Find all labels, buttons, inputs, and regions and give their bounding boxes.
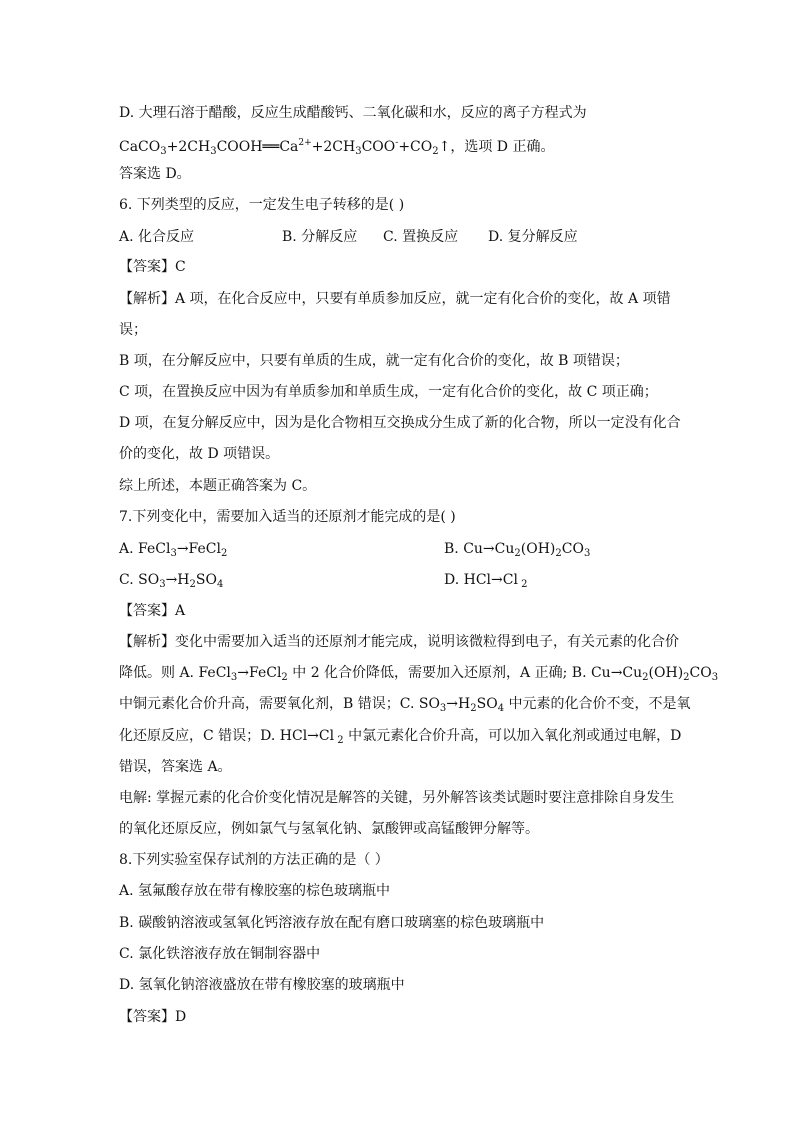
formula-part: (OH)	[520, 541, 556, 557]
formula-sub: 4	[216, 579, 224, 590]
q6-summary: 综上所述，本题正确答案为 C。	[119, 478, 317, 494]
formula-part: SO	[195, 572, 217, 588]
formula-sub: 2	[281, 672, 288, 683]
q6-analysis-line: 价的变化，故 D 项错误。	[119, 446, 280, 462]
formula-part: CO	[561, 541, 584, 557]
formula-sub: 2	[470, 703, 477, 714]
formula-sub: 2	[642, 672, 649, 683]
q8-option-a: A. 氢氟酸存放在带有橡胶塞的棕色玻璃瓶中	[119, 883, 391, 899]
formula-part: →H	[165, 572, 190, 588]
q8-option-d: D. 氢氧化钠溶液盛放在带有橡胶塞的玻璃瓶中	[119, 977, 405, 993]
q7-stem: 7.下列变化中，需要加入适当的还原剂才能完成的是( )	[119, 509, 456, 525]
eq-sub: 3	[160, 146, 167, 157]
q6-option-b: B. 分解反应	[282, 229, 358, 245]
eq-sub: 3	[355, 146, 362, 157]
eq-sign: ══	[262, 139, 280, 155]
q6-analysis-line: D 项，在复分解反应中，因为是化合物相互交换成分生成了新的化合物，所以一定没有化合	[119, 415, 681, 431]
formula-sub: 3	[170, 548, 177, 559]
q7-analysis-line	[119, 663, 718, 688]
text-part: (OH)	[648, 665, 684, 681]
q7-option-a	[119, 539, 227, 564]
text-part: 中铜元素化合价升高，需要氧化剂，B 错误；C. SO	[119, 696, 440, 712]
formula-sub: 3	[230, 672, 238, 683]
formula-sub: 2	[334, 735, 344, 746]
eq-part: Ca	[279, 139, 299, 155]
q7-option-c	[119, 570, 223, 595]
formula-part: D. HCl→Cl	[444, 572, 518, 588]
text-part: 化还原反应，C 错误；D. HCl→Cl	[119, 728, 335, 744]
q6-analysis-line: 【解析】A 项，在化合反应中，只要有单质参加反应，就一定有化合价的变化，故 A 项错	[119, 291, 671, 307]
q6-option-d: D. 复分解反应	[488, 229, 578, 245]
text-part: CO	[689, 665, 712, 681]
q6-option-a: A. 化合反应	[119, 229, 195, 245]
eq-part: COOH	[216, 139, 263, 155]
q8-option-b: B. 碳酸钠溶液或氢氧化钙溶液存放在配有磨口玻璃塞的棕色玻璃瓶中	[119, 915, 545, 931]
text-part: 降低。则 A. FeCl	[119, 665, 231, 681]
formula-part: B. Cu→Cu	[444, 541, 515, 557]
q7-analysis-line	[119, 726, 681, 751]
eq-part: COO	[361, 139, 396, 155]
q5-option-d: D. 大理石溶于醋酸，反应生成醋酸钙、二氧化碳和水，反应的离子方程式为	[119, 105, 587, 121]
q8-answer: 【答案】D	[119, 1009, 187, 1025]
formula-sub: 2	[555, 548, 562, 559]
text-part: SO	[476, 696, 498, 712]
formula-sub: 3	[159, 579, 166, 590]
formula-sub: 3	[583, 548, 591, 559]
text-part: 中 2 化合价降低，需要加入还原剂，A 正确; B. Cu→Cu	[287, 665, 643, 681]
q8-option-c: C. 氯化铁溶液存放在铜制容器中	[119, 946, 321, 962]
formula-part: →FeCl	[176, 541, 221, 557]
eq-part: +2CH	[166, 139, 211, 155]
formula-sub: 4	[497, 703, 505, 714]
q7-comment-line: 的氧化还原反应，例如氯气与氢氧化钠、氯酸钾或高锰酸钾分解等。	[119, 821, 539, 837]
formula-sub: 3	[711, 672, 719, 683]
eq-sup: 2+	[298, 138, 312, 148]
q6-answer: 【答案】C	[119, 259, 186, 275]
eq-part: +CO	[398, 139, 433, 155]
text-part: →H	[446, 696, 471, 712]
formula-sub: 2	[514, 548, 521, 559]
q7-analysis-line: 错误，答案选 A。	[119, 759, 232, 775]
text-part: 中元素的化合价不变，不是氧	[504, 696, 691, 712]
eq-part: +2CH	[311, 139, 356, 155]
q6-option-c: C. 置换反应	[383, 229, 459, 245]
q6-analysis-line: C 项，在置换反应中因为有单质参加和单质生成，一定有化合价的变化，故 C 项正确；	[119, 384, 658, 400]
q7-answer: 【答案】A	[119, 603, 186, 619]
q5-equation	[119, 133, 554, 162]
formula-part: A. FeCl	[119, 541, 171, 557]
q7-option-b	[444, 539, 590, 564]
text-part: 中氯元素化合价升高，可以加入氧化剂或通过电解，D	[343, 728, 682, 744]
formula-sub: 2	[517, 579, 528, 590]
formula-sub: 2	[220, 548, 228, 559]
formula-sub: 2	[189, 579, 196, 590]
eq-sup: -	[395, 138, 399, 148]
q5-answer: 答案选 D。	[119, 166, 191, 182]
q7-option-d	[444, 570, 528, 595]
q7-analysis-line	[119, 694, 691, 719]
q6-analysis-line: B 项，在分解反应中，只要有单质的生成，就一定有化合价的变化，故 B 项错误；	[119, 353, 629, 369]
text-part: →FeCl	[237, 665, 282, 681]
eq-part: ↑，选项 D 正确。	[438, 139, 555, 155]
eq-sub: 3	[210, 146, 217, 157]
q7-comment-line: 电解: 掌握元素的化合价变化情况是解答的关键，另外解答该类试题时要注意排除自身发生	[119, 790, 675, 806]
q8-stem: 8.下列实验室保存试剂的方法正确的是（ ）	[119, 852, 389, 868]
formula-part: C. SO	[119, 572, 160, 588]
formula-sub: 3	[439, 703, 447, 714]
q6-analysis-line: 误；	[119, 322, 147, 338]
q7-analysis-line: 【解析】变化中需要加入适当的还原剂才能完成，说明该微粒得到电子，有关元素的化合价	[119, 634, 679, 650]
formula-sub: 2	[683, 672, 690, 683]
q6-stem: 6. 下列类型的反应，一定发生电子转移的是( )	[119, 197, 405, 213]
eq-sub: 2	[432, 146, 439, 157]
eq-part: CaCO	[119, 139, 161, 155]
